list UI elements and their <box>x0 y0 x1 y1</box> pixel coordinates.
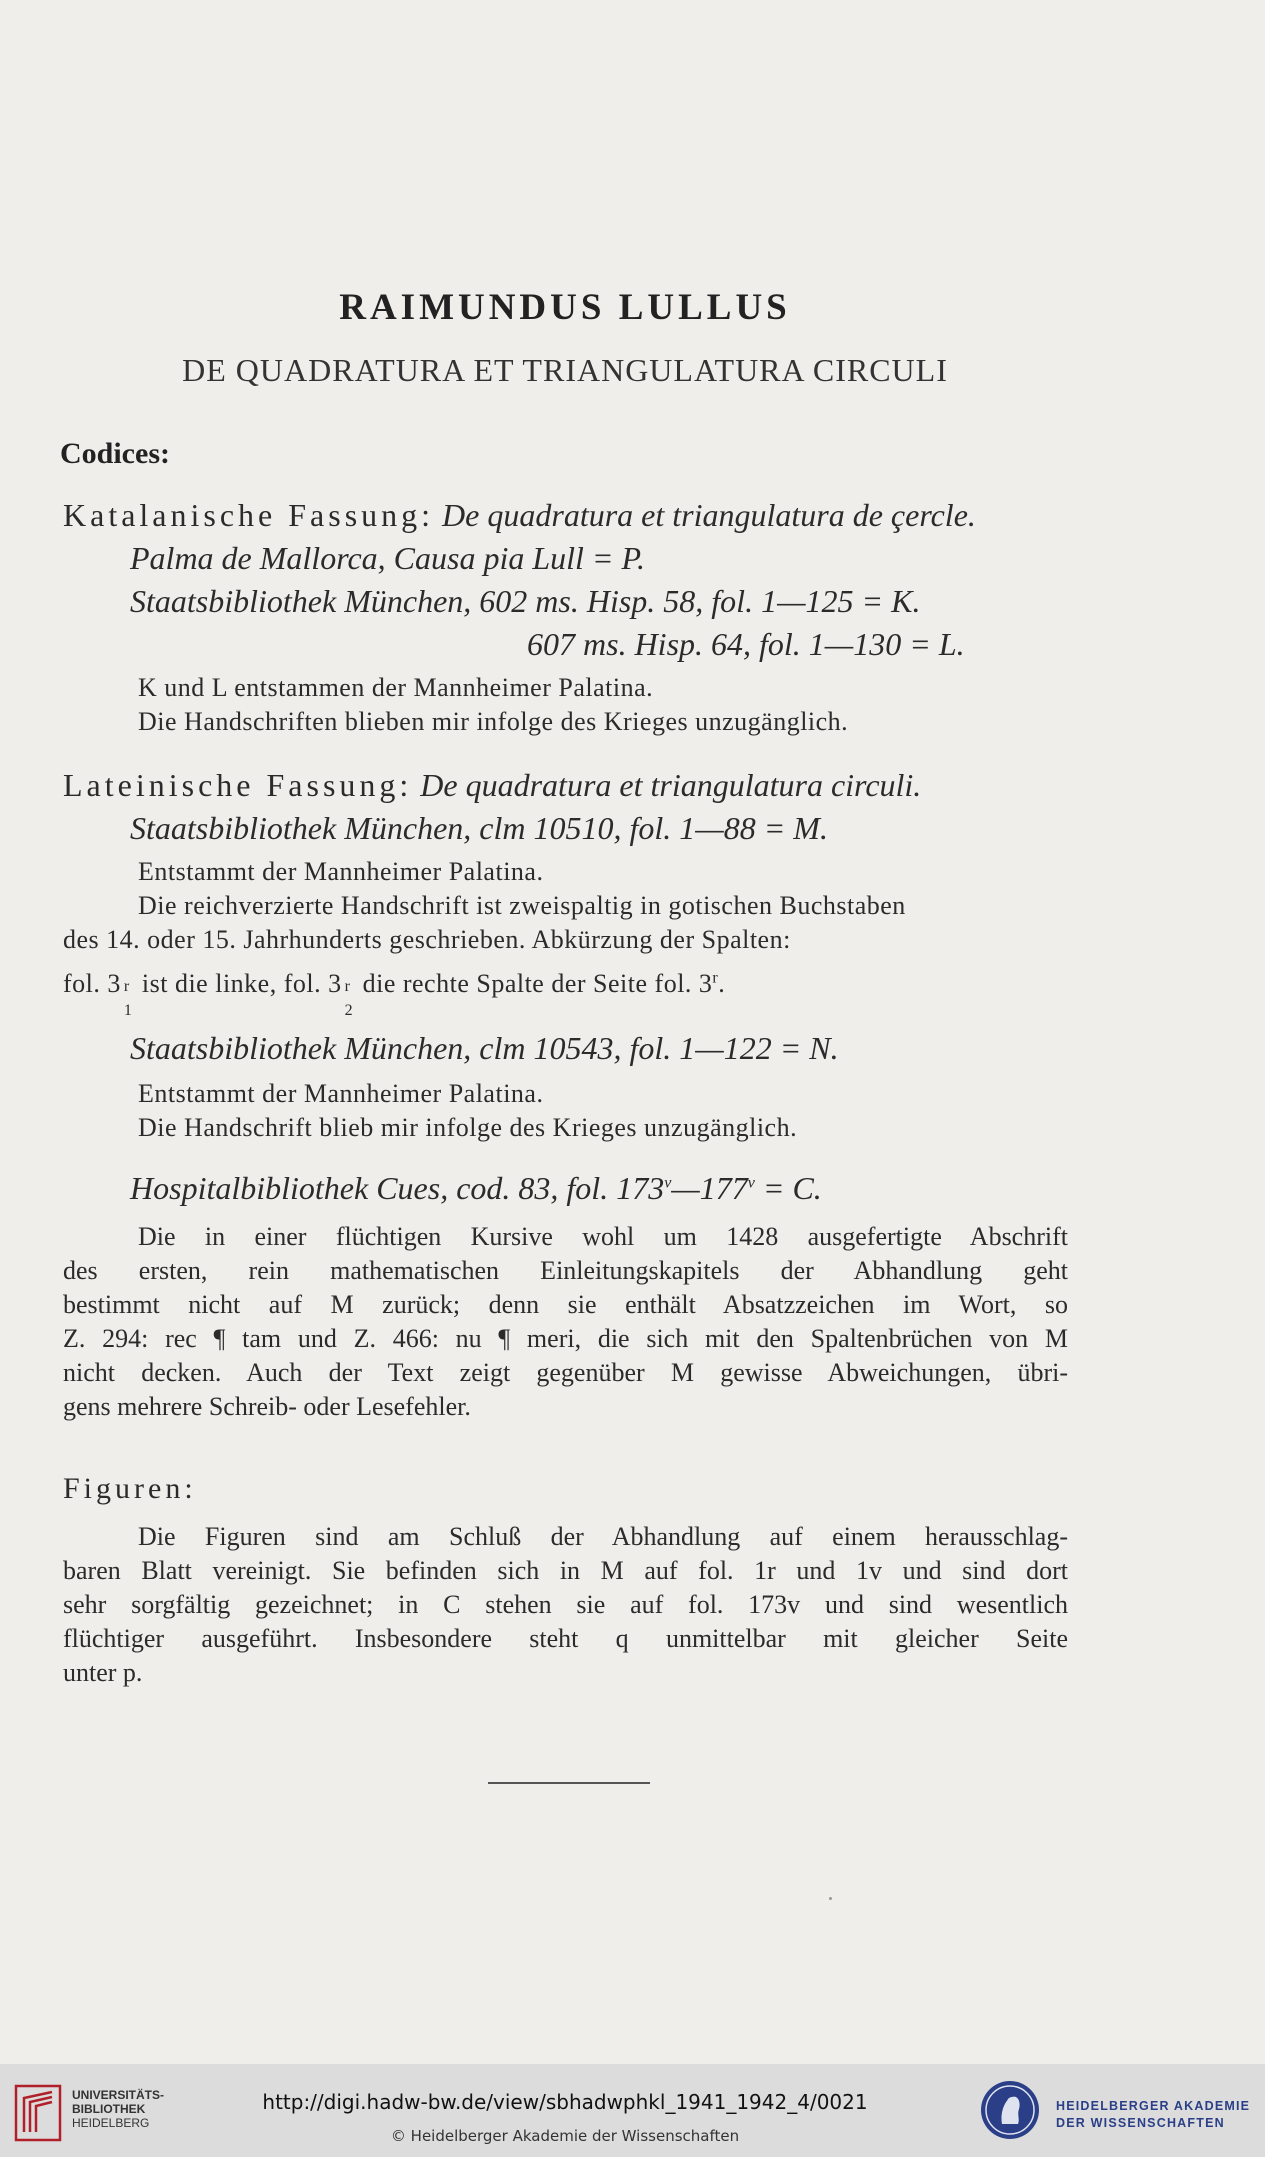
paragraph-line: Z. 294: rec ¶ tam und Z. 466: nu ¶ meri, die sich mit den Spaltenbrüchen von M <box>63 1324 1068 1353</box>
katalan-title: De quadratura et triangulatura de çercle. <box>442 497 976 533</box>
paragraph-line: unter p. <box>63 1658 143 1687</box>
latein-m-note-3: des 14. oder 15. Jahrhunderts geschrieben. Abkürzung der Spalten: <box>63 925 791 954</box>
viewer-footer <box>0 2064 1265 2157</box>
katalan-label: Katalanische Fassung: <box>63 497 435 533</box>
katalan-note-1: K und L entstammen der Mannheimer Palatina. <box>138 673 654 702</box>
fraction-sub: 1 <box>123 1002 133 1019</box>
note-fragment: ist die linke, fol. 3 <box>141 969 342 998</box>
latein-source-c <box>130 1170 822 1207</box>
paragraph-line: flüchtiger ausgeführt. Insbesondere steht q unmittelbar mit gleicher Seite <box>63 1624 1068 1653</box>
ub-line: UNIVERSITÄTS- <box>72 2088 165 2102</box>
paragraph-line: Die Figuren sind am Schluß der Abhandlung auf einem herausschlag- <box>138 1522 1068 1551</box>
note-fragment: . <box>718 969 726 998</box>
katalan-source-palma: Palma de Mallorca, Causa pia Lull = P. <box>130 540 645 576</box>
figuren-paragraph <box>63 1520 1068 1690</box>
hak-line: DER WISSENSCHAFTEN <box>1056 2116 1225 2130</box>
note-fragment: die rechte Spalte der Seite fol. 3 <box>362 969 713 998</box>
source-fragment: Hospitalbibliothek Cues, cod. 83, fol. 173 <box>130 1170 665 1206</box>
sup-v: v <box>747 1174 755 1192</box>
latein-m-note-2: Die reichverzierte Handschrift ist zweispaltig in gotischen Buchstaben <box>138 891 906 920</box>
katalan-note-2: Die Handschriften blieben mir infolge des Krieges unzugänglich. <box>138 707 849 736</box>
fraction-sub: 2 <box>344 1002 354 1019</box>
paper-speck <box>829 1897 832 1900</box>
permalink-url[interactable]: http://digi.hadw-bw.de/view/sbhadwphkl_1941_1942_4/0021 <box>262 2090 868 2114</box>
latein-line <box>63 767 921 804</box>
paragraph-line: Die in einer flüchtigen Kursive wohl um 1428 ausgefertigte Abschrift <box>138 1222 1068 1251</box>
fraction-sup: r <box>344 978 351 995</box>
copyright-notice: © Heidelberger Akademie der Wissenschaften <box>390 2127 740 2145</box>
latein-source-n: Staatsbibliothek München, clm 10543, fol. 1—122 = N. <box>130 1030 839 1066</box>
sup-v: v <box>664 1174 672 1192</box>
katalan-source-k: Staatsbibliothek München, 602 ms. Hisp. 58, fol. 1—125 = K. <box>130 583 921 619</box>
academy-seal-icon[interactable] <box>978 2078 1042 2142</box>
katalan-source-l: 607 ms. Hisp. 64, fol. 1—130 = L. <box>527 626 965 662</box>
source-fragment: = C. <box>754 1170 822 1206</box>
ub-line: HEIDELBERG <box>72 2116 150 2130</box>
paragraph-line: sehr sorgfältig gezeichnet; in C stehen sie auf fol. 173v und sind wesentlich <box>63 1590 1068 1619</box>
ub-line: BIBLIOTHEK <box>72 2102 146 2116</box>
latein-source-m: Staatsbibliothek München, clm 10510, fol. 1—88 = M. <box>130 810 828 846</box>
note-fragment: fol. 3 <box>63 969 121 998</box>
source-fragment: —177 <box>671 1170 748 1206</box>
codices-heading: Codices: <box>60 437 170 470</box>
cues-paragraph <box>63 1220 1068 1424</box>
paragraph-line: nicht decken. Auch der Text zeigt gegenüber M gewisse Abweichungen, übri- <box>63 1358 1068 1387</box>
katalan-line <box>63 497 976 534</box>
latein-m-note-1: Entstammt der Mannheimer Palatina. <box>138 857 544 886</box>
figuren-heading: Figuren: <box>63 1472 197 1505</box>
sup-r: r <box>712 969 719 987</box>
latein-n-note-2: Die Handschrift blieb mir infolge des Krieges unzugänglich. <box>138 1113 798 1142</box>
paragraph-line: bestimmt nicht auf M zurück; denn sie enthält Absatzzeichen im Wort, so <box>63 1290 1068 1319</box>
closing-rule <box>488 1782 650 1784</box>
paragraph-line: gens mehrere Schreib- oder Lesefehler. <box>63 1392 471 1421</box>
latein-label: Lateinische Fassung: <box>63 767 413 803</box>
paragraph-line: des ersten, rein mathematischen Einleitungskapitels der Abhandlung geht <box>63 1256 1068 1285</box>
latein-m-note-4 <box>63 969 726 1019</box>
fraction-sup: r <box>123 978 130 995</box>
latein-title: De quadratura et triangulatura circuli. <box>420 767 922 803</box>
page-title: RAIMUNDUS LULLUS <box>339 287 791 328</box>
page-subtitle: DE QUADRATURA ET TRIANGULATURA CIRCULI <box>182 352 948 388</box>
paragraph-line: baren Blatt vereinigt. Sie befinden sich in M auf fol. 1r und 1v und sind dort <box>63 1556 1068 1585</box>
latein-n-note-1: Entstammt der Mannheimer Palatina. <box>138 1079 544 1108</box>
academy-label <box>1056 2098 1250 2132</box>
hak-line: HEIDELBERGER AKADEMIE <box>1056 2099 1251 2113</box>
